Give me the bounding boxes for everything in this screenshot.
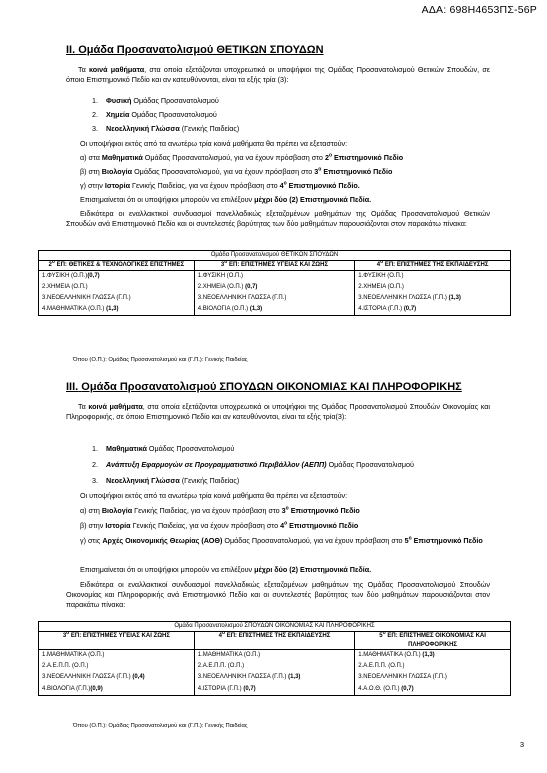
s2-table bbox=[38, 250, 511, 316]
ada-code: ΑΔΑ: 698Η4653ΠΣ-56Ρ bbox=[421, 4, 537, 16]
s3-details: Ειδικότερα οι εναλλακτικοί συνδυασμοί πανελλαδικώς εξεταζομένων μαθημάτων της Ομάδας Προσανατολισμού Σπουδών Οικονομίας και Πληροφορικής ανά Επιστημονικό Πεδίο και οι συντελεστές βαρύτητας των δύο μαθημάτων παρουσιάζονται στον παρακάτω πίνακα: bbox=[66, 580, 490, 609]
s2-details: Ειδικότερα οι εναλλακτικοί συνδυασμοί πανελλαδικώς εξεταζομένων μαθημάτων της Ομάδας Προσανατολισμού Θετικών Σπουδών ανά Επιστημονικό Πεδίο και οι συντελεστές βαρύτητας των δύο μαθημάτων παρουσιάζονται στον παρακάτω πίνακα: bbox=[66, 209, 490, 228]
s2-table-cell-1: 1.ΦΥΣΙΚΗ (Ο.Π.)(0,7) 2.ΧΗΜΕΙΑ (Ο.Π.) 3.ΝΕΟΕΛΛΗΝΙΚΗ ΓΛΩΣΣΑ (Γ.Π.) 4.ΜΑΘΗΜΑΤΙΚΑ (Ο.Π.) (1,3) bbox=[39, 270, 195, 316]
s3-table-header-2: $4^o$ ΕΠ: ΕΠΙΣΤΗΜΕΣ ΤΗΣ ΕΚΠΑΙΔΕΥΣΗΣ bbox=[194, 632, 354, 650]
s3-option-c: γ) στις Αρχές Οικονομικής Θεωρίας (ΑΟΘ) Ομάδας Προσανατολισμού, για να έχουν πρόσβαση στο $5^o$ Επιστημονικό Πεδίο bbox=[80, 535, 483, 545]
s3-table-header-1: $3^o$ ΕΠ: ΕΠΙΣΤΗΜΕΣ ΥΓΕΙΑΣ ΚΑΙ ΖΩΗΣ bbox=[39, 632, 195, 650]
s2-option-a: α) στα Μαθηματικά Ομάδας Προσανατολισμού, για να έχουν πρόσβαση στο $2^o$ Επιστημονικό Πεδίο bbox=[80, 152, 404, 162]
s2-option-b: β) στη Βιολογία Ομάδας Προσανατολισμού, για να έχουν πρόσβαση στο $3^o$ Επιστημονικό Πεδίο bbox=[80, 166, 393, 176]
page-number: 3 bbox=[519, 740, 524, 749]
s2-list-item-3: 3. Νεοελληνική Γλώσσα (Γενικής Παιδείας) bbox=[92, 124, 240, 133]
s2-table-header-1: $2^o$ ΕΠ: ΘΕΤΙΚΕΣ & ΤΕΧΝΟΛΟΓΙΚΕΣ ΕΠΙΣΤΗΜΕΣ bbox=[39, 261, 195, 271]
s3-list-item-3: 3. Νεοελληνική Γλώσσα (Γενικής Παιδείας) bbox=[92, 476, 240, 485]
s2-option-c: γ) στην Ιστορία Γενικής Παιδείας, για να έχουν πρόσβαση στο $4^o$ Επιστημονικό Πεδίο. bbox=[80, 180, 360, 190]
s3-table-cell-3: 1.ΜΑΘΗΜΑΤΙΚΑ (Ο.Π.) (1,3) 2.Α.Ε.Π.Π. (Ο.Π.) 3.ΝΕΟΕΛΛΗΝΙΚΗ ΓΛΩΣΣΑ (Γ.Π.) 4.Α.Ο.Θ. (Ο.Π.) (0,7) bbox=[355, 650, 511, 696]
s2-emphasis-line: Επισημαίνεται ότι οι υποψήφιοι μπορούν να επιλέξουν μέχρι δύο (2) Επιστημονικά Πεδία. bbox=[80, 195, 372, 204]
s3-table-cell-1: 1.ΜΑΘΗΜΑΤΙΚΑ (Ο.Π.) 2.Α.Ε.Π.Π. (Ο.Π.) 3.ΝΕΟΕΛΛΗΝΙΚΗ ΓΛΩΣΣΑ (Γ.Π.) (0,4) 4.ΒΙΟΛΟΓΙΑ (Γ.Π.)(0,9) bbox=[39, 650, 195, 696]
s3-table bbox=[38, 621, 511, 696]
s2-intro: Τα κοινά μαθήματα, στα οποία εξετάζονται υποχρεωτικά οι υποψήφιοι της Ομάδας Προσανατολισμού Θετικών Σπουδών, σε όποιο Επιστημονικό Πεδίο και αν κατευθύνονται, είναι τα εξής τρία (3): bbox=[66, 65, 490, 84]
s3-table-caption: Ομάδα Προσανατολισμού ΣΠΟΥΔΩΝ ΟΙΚΟΝΟΜΙΑΣ ΚΑΙ ΠΛΗΡΟΦΟΡΙΚΗΣ bbox=[39, 622, 511, 632]
s2-table-cell-2: 1.ΦΥΣΙΚΗ (Ο.Π.) 2.ΧΗΜΕΙΑ (Ο.Π.) (0,7) 3.ΝΕΟΕΛΛΗΝΙΚΗ ΓΛΩΣΣΑ (Γ.Π.) 4.ΒΙΟΛΟΓΙΑ (Ο.Π.) (1,3) bbox=[194, 270, 354, 316]
s3-emphasis-line: Επισημαίνεται ότι οι υποψήφιοι μπορούν να επιλέξουν μέχρι δύο (2) Επιστημονικά Πεδία. bbox=[80, 565, 372, 574]
s3-intro: Τα κοινά μαθήματα, στα οποία εξετάζονται υποχρεωτικά οι υποψήφιοι της Ομάδας Προσανατολισμού Σπουδών Οικονομίας και Πληροφορικής, σε όποιο Επιστημονικό Πεδίο και αν κατευθύνονται, είναι τα εξής τρία(3): bbox=[66, 402, 490, 421]
s3-list-item-1: 1. Μαθηματικά Ομάδας Προσανατολισμού bbox=[92, 444, 235, 453]
section-2-title: II. Ομάδα Προσανατολισμού ΘΕΤΙΚΩΝ ΣΠΟΥΔΩΝ bbox=[66, 44, 324, 56]
s2-list-item-2: 2. Χημεία Ομάδας Προσανατολισμού bbox=[92, 110, 217, 119]
s2-candidates-line: Οι υποψήφιοι εκτός από τα ανωτέρω τρία κοινά μαθήματα θα πρέπει να εξεταστούν: bbox=[80, 139, 348, 148]
s3-table-header-3: $5^o$ ΕΠ: ΕΠΙΣΤΗΜΕΣ ΟΙΚΟΝΟΜΙΑΣ ΚΑΙ ΠΛΗΡΟΦΟΡΙΚΗΣ bbox=[355, 632, 511, 650]
s3-option-a: α) στη Βιολογία Γενικής Παιδείας, για να έχουν πρόσβαση στο $3^o$ Επιστημονικό Πεδίο bbox=[80, 505, 360, 515]
s3-candidates-line: Οι υποψήφιοι εκτός από τα ανωτέρω τρία κοινά μαθήματα θα πρέπει να εξεταστούν: bbox=[80, 491, 348, 500]
s2-table-caption: Ομάδα Προσανατολισμού ΘΕΤΙΚΩΝ ΣΠΟΥΔΩΝ bbox=[39, 251, 511, 261]
s3-option-b: β) στην Ιστορία Γενικής Παιδείας, για να έχουν πρόσβαση στο $4^o$ Επιστημονικό Πεδίο bbox=[80, 520, 359, 530]
s2-table-header-2: $3^o$ ΕΠ: ΕΠΙΣΤΗΜΕΣ ΥΓΕΙΑΣ ΚΑΙ ΖΩΗΣ bbox=[194, 261, 354, 271]
s2-table-header-3: $4^o$ ΕΠ: ΕΠΙΣΤΗΜΕΣ ΤΗΣ ΕΚΠΑΙΔΕΥΣΗΣ bbox=[355, 261, 511, 271]
s3-table-note: Όπου (Ο.Π.): Ομάδας Προσανατολισμού και (Γ.Π.): Γενικής Παιδείας bbox=[73, 723, 248, 729]
s3-list-item-2: 2. Ανάπτυξη Εφαρμογών σε Προγραμματιστικό Περιβάλλον (ΑΕΠΠ) Ομάδας Προσανατολισμού bbox=[92, 460, 414, 469]
s2-table-note: Όπου (Ο.Π.): Ομάδας Προσανατολισμού και (Γ.Π.): Γενικής Παιδείας bbox=[73, 357, 248, 363]
s2-list-item-1: 1. Φυσική Ομάδας Προσανατολισμού bbox=[92, 96, 219, 105]
s2-table-cell-3: 1.ΦΥΣΙΚΗ (Ο.Π.) 2.ΧΗΜΕΙΑ (Ο.Π.) 3.ΝΕΟΕΛΛΗΝΙΚΗ ΓΛΩΣΣΑ (Γ.Π.) (1,3) 4.ΙΣΤΟΡΙΑ (Γ.Π.) (0,7) bbox=[355, 270, 511, 316]
section-3-title: III. Ομάδα Προσανατολισμού ΣΠΟΥΔΩΝ ΟΙΚΟΝΟΜΙΑΣ ΚΑΙ ΠΛΗΡΟΦΟΡΙΚΗΣ bbox=[66, 381, 462, 393]
s3-table-cell-2: 1.ΜΑΘΗΜΑΤΙΚΑ (Ο.Π.) 2.Α.Ε.Π.Π. (Ο.Π.) 3.ΝΕΟΕΛΛΗΝΙΚΗ ΓΛΩΣΣΑ (Γ.Π.) (1,3) 4.ΙΣΤΟΡΙΑ (Γ.Π.) (0,7) bbox=[194, 650, 354, 696]
